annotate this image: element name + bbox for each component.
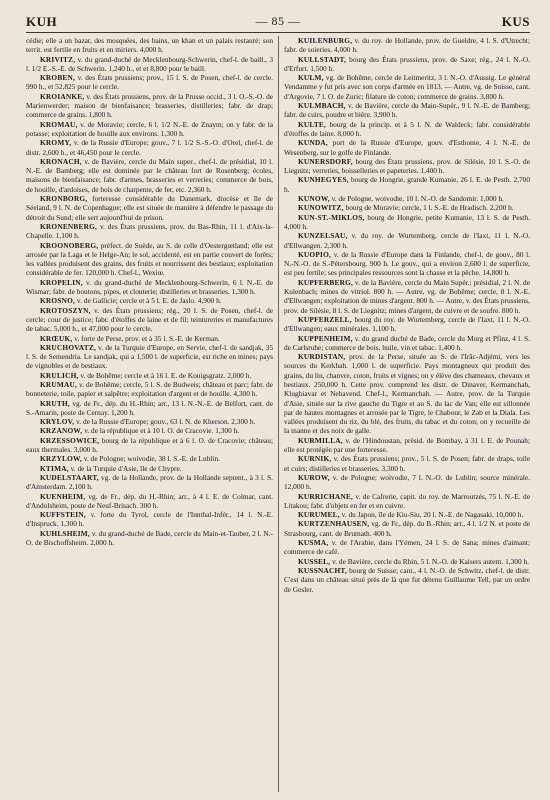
entry-text: v. de Pologne; woivodie, 38 l. S.-E. de Lublin. <box>83 454 220 464</box>
entry-headword: KRONENBERG, <box>40 221 98 231</box>
entry-headword: KRUMAU, <box>40 379 78 389</box>
running-header <box>26 14 530 30</box>
entry-text: bourg de la princip. et à 5 l. N. de Waldeck; fabr. considérable d'étoffes de laine. 8,000 h. <box>284 119 530 138</box>
dictionary-entry <box>284 175 530 194</box>
entry-text: v. de Bavière, cercle du Rhin, 5 l. N.-O. de Kaisers autern. 1,300 h. <box>332 556 529 566</box>
entry-headword: KUNOWITZ, <box>298 203 344 213</box>
entry-text: v. du Japon, île de Kiu-Siu, 20 l. N.-E. de Nagasaki. 10,000 h. <box>341 510 524 520</box>
dictionary-entry <box>284 101 530 120</box>
entry-text: v. du grand duché de Bade, cercle du Murg et Pfinz, 4 l. S. de Carlsruhe; commerce de bois, huile, vin et tabac. 1,400 h. <box>284 333 530 352</box>
entry-text: v. du roy. de Hollande, prov. de Gueldre, 4 l. S. d'Utrecht; fabr. de soieries. 4,000 h. <box>284 36 530 55</box>
dictionary-entry <box>26 334 273 343</box>
entry-headword: KROBEN, <box>40 73 76 83</box>
entry-text: v. des États prussiens; prov., 5 l. S. de Posen; fabr. de draps, toile et cuirs; distilleries et brasseries. 3,300 h. <box>284 454 530 473</box>
dictionary-entry <box>26 510 273 529</box>
entry-headword: KUNDA, <box>298 138 328 148</box>
entry-headword: KUSMA, <box>298 538 329 548</box>
entry-headword: KUOPIO, <box>298 249 332 259</box>
entry-headword: KULLSTADT, <box>298 54 347 64</box>
entry-headword: KUHLSHEIM, <box>40 528 90 538</box>
entry-text: v. de Moravie; cercle, 6 l. 1/2 N.-E. de Znaym; on y fabr. de la potasse; exploitation de houille aux environs. 1,300 h. <box>26 119 273 138</box>
dictionary-entry <box>284 566 530 594</box>
entry-headword: KUPFERBERG, <box>298 277 354 287</box>
dictionary-entry <box>284 315 530 334</box>
entry-text: vg. de Fr., dép. du B.-Rhin; arr., 4 l. 1/2 N. et poste de Strasbourg, cant. de Brumath. 400 h. <box>284 519 530 538</box>
entry-text: vg. de Fr., dép. du H.-Rhin; arr., à 4 l. E. de Colmar, cant. d'Andolsheim, poste de Neuf-Brisach. 300 h. <box>26 491 273 510</box>
dictionary-entry <box>26 464 273 473</box>
entry-headword: KULTE, <box>298 119 327 129</box>
entry-headword: KULM, <box>298 73 324 83</box>
dictionary-entry <box>284 231 530 250</box>
entry-text: v. des États prussiens, prov. du Bas-Rhin, 11 l. d'Aix-la-Chapelle. 1,100 h. <box>26 221 273 241</box>
entry-text: port de la Russie d'Europe, gouv. d'Esthonie, 4 l. N.-E. de Wesenberg, sur le golfe de Finlande. <box>284 138 530 157</box>
dictionary-entry <box>26 371 273 380</box>
entry-text: v. de la Bavière, cercle du Main Supér.; présidial, 2 l. N. de Kulenbach; mines de vitriol. 800 h. — Autre, vg. de Bohême; cercle, 8 l. N.-E. d'Ellwangen; exploitation de mines d'argent. 800 h. — Autre, v. des États prussiens, prov. de Silésie, 8 l. S. de Liegnitz; mines d'argent, de cuivre et de soufre. 800 h. <box>284 277 530 315</box>
entry-headword: KRZANOW, <box>40 426 83 436</box>
entry-headword: KRYLOV, <box>40 417 75 427</box>
dictionary-entry <box>284 250 530 278</box>
dictionary-entry <box>284 213 530 232</box>
header-rule <box>26 32 530 33</box>
entry-headword: KUSSEL, <box>298 556 331 566</box>
dictionary-entry <box>284 473 530 492</box>
entry-text: v. de Pologne, woivodie, 10 l. N.-O. de Sandomir. 1,000 h. <box>331 194 504 204</box>
entry-headword: KROTOSZYN, <box>40 305 91 315</box>
entry-headword: KURNIK, <box>298 454 332 464</box>
entry-headword: KULMBACH, <box>298 101 346 111</box>
entry-headword: KROIANKE, <box>40 91 85 101</box>
entry-headword: KUROW, <box>298 472 330 482</box>
entry-headword: KUFFSTEIN, <box>40 510 86 520</box>
entry-text: v. de Bavière, cercle du Main super., chef-l. de présidial, 10 l. N.-E. de Bamberg; elle est dominée par le château fort de Rosenberg; écoles, maisons de bienfaisance; fabr. d'armes, brasseries et verreries; commerce de bois, de houille, d'ardoises, de bois de charpente, de fer, etc. 2,360 h. <box>26 156 273 194</box>
dictionary-entry <box>26 120 273 139</box>
entry-headword: KUNHEGYES, <box>298 175 349 185</box>
entry-text: v. de la république et à 10 l. O. de Cracovie. 1,300 h. <box>84 426 240 436</box>
entry-headword: KROONOBERG, <box>40 240 99 250</box>
dictionary-entry <box>26 473 273 492</box>
entry-text: v. de la Russie d'Europe dans la Finlande, chef-l. de gouv., 80 l. N.-N.-O. de S.-Pétersbourg. 900 h. Le gouv., qui a environ 2,600 l. de superficie, est peu fertile; ses principales ressources sont la chasse et la pêche. 14,800 h. <box>284 249 530 278</box>
dictionary-entry <box>284 36 530 55</box>
dictionary-entry <box>26 417 273 426</box>
entry-text: v. de l'Arabie, dans l'Yémen, 24 l. S. de Sana; mines d'aimant; commerce de café. <box>284 538 530 557</box>
entry-text: v. du grand-duché de Mecklenbourg-Schwerin, 6 l. N.-E. de Wismar; fabr. de boutons, pipes, et clouterie; distilleries et brasseries. 1,300 h. <box>26 277 273 297</box>
dictionary-entry <box>284 538 530 557</box>
dictionary-entry <box>284 194 530 203</box>
dictionary-entry <box>284 157 530 176</box>
entry-text: prov. de la Perse, située au S. de l'Irâc-Adjémi, vers les sources du Kerkhah. 1,000 l. de superficie. Pays montagneux qui produit des grains, du lin, chanvre, coton, fruits et vignes; on y élève des chameaux, chevaux et bestiaux. 250,000 h. Cette prov. comprend les distr. de Dinaver, Kermanchah, Klughiavar et Nehavend. Chef-l., Kermanchah. — Autre, prov. de la Turquie d'Asie, située sur la rive gauche du Tigre et au S. du lac de Van; elle est sillonnée par de hautes montagnes et arrosée par le Tigre, le Chabour, le Zab et la Diala. Les vallées produisent du riz, du blé, des fruits, du tabac et du coton; on y recueille de la manne et des noix de galle. <box>284 352 530 436</box>
entry-text: vg. de Fr., dép. du H.-Rhin; arr., 13 l. N.-N.-E. de Belfort, cant. de S.-Amarin, poste de Cernay. 1,200 h. <box>26 398 273 417</box>
entry-text: v. de Bohême; cercle, 5 l. S. de Budweis; château et parc; fabr. de bonneterie, toile, papier et salpêtre; exploitation d'argent et de houille. 4,300 h. <box>26 379 273 399</box>
entry-headword: KRIVITZ, <box>40 54 76 64</box>
dictionary-entry <box>26 73 273 92</box>
entry-text: v. forte de Perse, prov. et à 35 l. S.-E. de Kerman. <box>74 333 220 343</box>
entry-headword: KRŒUK, <box>40 333 73 343</box>
page-number: — 85 — <box>255 14 301 28</box>
entry-headword: KRUCHOVATZ, <box>40 342 96 352</box>
dictionary-entry <box>284 557 530 566</box>
dictionary-entry <box>284 203 530 212</box>
dictionary-entry <box>26 278 273 297</box>
dictionary-entry <box>26 241 273 278</box>
entry-headword: KROSNO, <box>40 296 76 306</box>
entry-headword: KURMILLA, <box>298 435 343 445</box>
entry-text: bourg des États prussiens, prov. de Saxe; rég., 24 l. N.-O. d'Erfurt. 1,500 h. <box>284 54 530 73</box>
entry-headword: KUPPENHEIM, <box>298 333 353 343</box>
entry-headword: KURDISTAN, <box>298 352 346 362</box>
entry-text: v. des États prussiens; rég., 20 l. S. de Posen, chef-l. de cercle; cour de justice; fabr. d'étoffes de laine et de fil; teintureries et manufactures de tabac. 5,000 h., et 47,000 pour le cercle. <box>26 305 273 334</box>
entry-headword: KRULICH, <box>40 370 79 380</box>
dictionary-entry <box>284 138 530 157</box>
dictionary-entry <box>284 519 530 538</box>
entry-headword: KROPELIN, <box>40 277 83 287</box>
dictionary-entry <box>284 492 530 511</box>
entry-text: v. de la Turquie d'Asie, île de Chypre. <box>70 463 182 473</box>
entry-text: v. du grand-duché de Mecklenbourg-Schwerin, chef-l. de baill., 3 l. 1/2 E.-S.-E. de Schwerin. 1,240 h., et et 8,800 pour le baill. <box>26 54 273 73</box>
entry-text: v. de Bavière, cercle du Main-Supér., 9 l. N.-E. de Bamberg; fabr. de cuirs, poudre et bière. 3,900 h. <box>284 101 530 120</box>
dictionary-entry <box>284 510 530 519</box>
dictionary-entry <box>26 138 273 157</box>
entry-headword: KURRICHANE, <box>298 491 354 501</box>
entry-text: forteresse considérable du Danemark, diocèse et île de Séeland, 9 l. N. de Copenhague; elle est située de manière à défendre le passage du détroit du Sund; elle sert aujourd'hui de prison. <box>26 194 273 222</box>
entry-headword: KRZYLOW, <box>40 454 82 464</box>
entry-text: v. du roy. de Wurtemberg, cercle de l'Iaxt, 11 l. N.-O. d'Ellwangen. 2,300 h. <box>284 231 530 250</box>
entry-text: bourg de Hongrie, grande Kumanie, 26 l. E. de Pesth. 2,700 h. <box>284 175 530 194</box>
entry-headword: KROMY, <box>40 138 72 148</box>
entry-headword: KROMAU, <box>40 119 78 129</box>
entry-text: v. de la Turquie d'Europe, en Servie, chef-l. de sandjak, 35 l. S. de Semendria. Le sandjak, qui a 1,500 l. de superficie, est riche en mines; pays de vignobles et de bestiaux. <box>26 342 273 371</box>
dictionary-entry <box>26 380 273 399</box>
entry-text: cédie; elle a un bazar, des mosquées, des bains, un khan et un palais restauré; son territ. est fertile en fruits et en miriers. 4,000 h. <box>26 36 273 55</box>
dictionary-entry <box>26 343 273 371</box>
dictionary-entry <box>284 454 530 473</box>
entry-text: v. de Gallicie; cercle et à 5 l. E. de Jaslo. 4,900 h. <box>76 296 222 306</box>
entry-headword: KURTZENHAUSEN, <box>298 519 370 529</box>
dictionary-entry <box>26 492 273 511</box>
entry-text: v. de Pologne; woivodie, 7 l. N.-O. de Lublin; source minérale. 12,000 h. <box>284 472 530 492</box>
left-column <box>26 36 273 794</box>
dictionary-entry <box>284 436 530 455</box>
entry-text: bourg de la république et à 6 l. O. de Cracovie; château; eaux thermales. 3,000 h. <box>26 435 273 455</box>
dictionary-entry <box>284 278 530 315</box>
entry-headword: KUNZELSAU, <box>298 231 348 241</box>
entry-text: v. forte du Tyrol, cercle de l'Innthal-Infér., 14 l. N.-E. d'Inspruck. 1,300 h. <box>26 510 273 529</box>
dictionary-entry <box>26 296 273 305</box>
entry-headword: KRZESSOWICE, <box>40 435 100 445</box>
entry-text: préfect. de Suède, au S. de celle d'Oestergœtland; elle est arrosée par la Laga et le Helge-An; le sol, accidenté, est en partie couvert de forêts; les vallées produisent des grains, des fruits et nourrissent des bestiaux; exploitation considérable de fer. 120,000 h. Chef-l., Wexiœ. <box>26 240 273 278</box>
entry-text: bourg de Suisse; cant., 4 l. N.-O. de Schwitz, chef-l. de distr. C'est dans un château situé près de là que fut détenu Guillaume Tell, par un ordre de Gesler. <box>284 565 530 594</box>
dictionary-entry <box>26 194 273 222</box>
entry-headword: KTIMA, <box>40 463 69 473</box>
entry-headword: KUENHEIM, <box>40 491 86 501</box>
entry-headword: KRONACH, <box>40 156 82 166</box>
dictionary-entry <box>284 352 530 436</box>
dictionary-entry <box>284 334 530 353</box>
dictionary-entry <box>26 306 273 334</box>
entry-text: vg. de Bohême, cercle de Leitmeritz, 3 l. N.-O. d'Aussig. Le général Vendamme y fut pris avec son corps d'armée en 1813. — Autre, vg. de Suisse, cant. d'Argovie, 7 l. O. de Zuric; filature de coton; commerce de grains. 3,800 h. <box>284 73 530 101</box>
entry-headword: KUNOW, <box>298 194 330 204</box>
entry-text: bourg de Moravie; cercle, 1 l. S.-E. de Hradisch. 2,200 h. <box>345 203 514 213</box>
dictionary-entry <box>284 55 530 74</box>
dictionary-entry <box>26 454 273 463</box>
header-right-guideword: KUS <box>501 14 530 29</box>
entry-headword: KUN-ST.-MIKLOS, <box>298 212 365 222</box>
dictionary-entry <box>26 436 273 455</box>
dictionary-entry <box>26 399 273 418</box>
dictionary-entry <box>26 92 273 120</box>
entry-headword: KUDELSTAART, <box>40 472 99 482</box>
entry-text: bourg de Hongrie, petite Kumanie, 13 l. S. de Pesth. 4,000 h. <box>284 212 530 231</box>
dictionary-entry <box>26 55 273 74</box>
entry-text: v. de Bohême; cercle et à 16 l. E. de Konigsgratz. 2,000 h. <box>80 370 252 380</box>
entry-headword: KUILENBURG, <box>298 36 353 45</box>
entry-text: bourg du roy. de Wurtemberg, cercle de l'Iaxt, 11 l. N.-O. d'Ellwangen; eaux minérales. 1,100 h. <box>284 314 530 334</box>
dictionary-entry <box>26 36 273 55</box>
entry-text: vg. de la Hollande, prov. de la Hollande septent., à 3 l. S. d'Amsterdam. 2,100 h. <box>26 472 273 492</box>
entry-headword: KUNERSDORF, <box>298 156 353 166</box>
entry-headword: KURUMEL, <box>298 510 340 520</box>
entry-headword: KUPFERZELL, <box>298 314 352 324</box>
dictionary-entry <box>284 120 530 139</box>
entry-text: v. de l'Hindoustan, présid. de Bombay, à 31 l. E. de Pounah; elle est protégée par une forteresse. <box>284 435 530 455</box>
header-left-guideword: KUH <box>26 14 58 29</box>
entry-headword: KRONBORG, <box>40 194 88 204</box>
entry-headword: KRUTH, <box>40 398 70 408</box>
dictionary-entry <box>26 222 273 241</box>
entry-text: v. des États prussiens, prov. de la Prusse occid., 3 l. O.-S.-O. de Marienwerder; maison de bienfaisance; brasseries, distilleries; fabr. de drap; commerce de grains. 1,800 h. <box>26 91 273 120</box>
entry-text: v. de la Russie d'Europe; gouv., 7 l. 1/2 S.-S.-O. d'Orel, chef-l. de distr. 2,600 h., et 46,450 pour le cercle. <box>26 138 273 157</box>
entry-text: v. du grand-duché de Bade, cercle du Main-et-Tauber, 2 l. N.-O. de Bischoffsheim. 2,000 h. <box>26 528 273 548</box>
right-column <box>284 36 530 794</box>
entry-text: v. des États prussiens; prov., 15 l. S. de Posen, chef-l. de cercle. 990 h., et 52,825 pour le cercle. <box>26 73 273 92</box>
dictionary-entry <box>26 529 273 548</box>
entry-text: bourg des États prussiens, prov. de Silésie, 10 l. S.-O. de Liegnitz; verreries, boisselleries et papeteries. 1,400 h. <box>284 156 530 176</box>
dictionary-entry <box>284 73 530 101</box>
column-divider <box>278 36 279 792</box>
dictionary-entry <box>26 426 273 435</box>
entry-text: v. de la Russie d'Europe; gouv., 63 l. N. de Kherson. 2,300 h. <box>76 417 256 427</box>
entry-text: v. de Cafrerie, capit. du roy. de Marroutzés, 75 l. N.-E. de Litakou; fabr. d'objets en fer et en cuivre. <box>284 491 530 510</box>
dictionary-entry <box>26 157 273 194</box>
entry-headword: KUSSNACHT, <box>298 565 347 575</box>
